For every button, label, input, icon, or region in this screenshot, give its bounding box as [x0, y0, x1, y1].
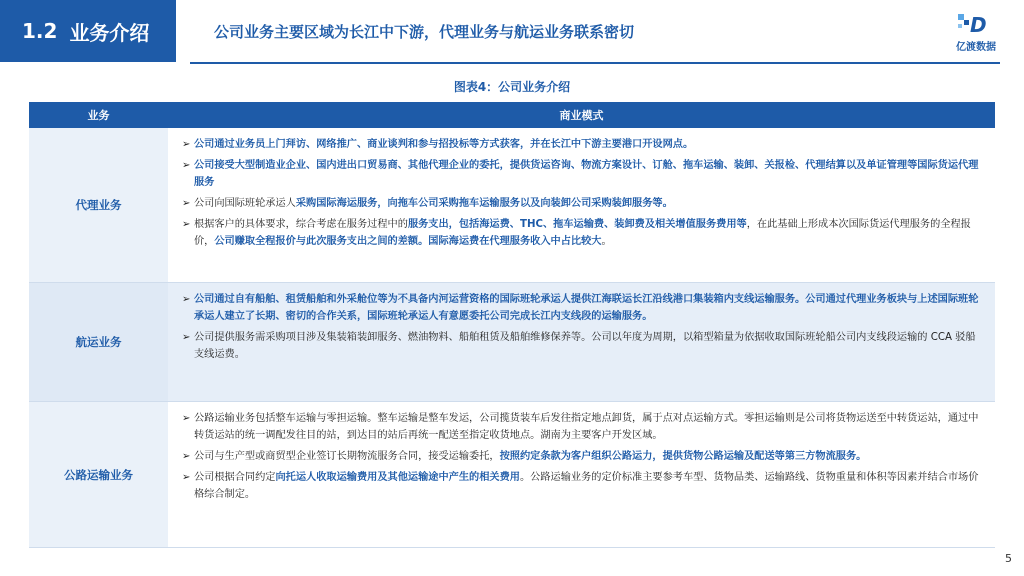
arrow-bullet-icon: ➢ — [182, 332, 191, 343]
logo-text: 亿渡数据 — [956, 42, 996, 53]
bullet-item — [182, 157, 983, 191]
arrow-bullet-icon: ➢ — [182, 294, 191, 305]
highlighted-text: 采购国际海运服务，向拖车公司采购拖车运输服务以及向装卸公司采购装卸服务等。 — [295, 198, 673, 209]
arrow-bullet-icon: ➢ — [182, 451, 191, 462]
arrow-bullet-icon: ➢ — [182, 472, 191, 483]
section-title: 业务介绍 — [69, 20, 150, 45]
table-row — [29, 283, 995, 402]
business-name-cell: 航运业务 — [29, 283, 168, 401]
header-divider — [190, 62, 1000, 64]
business-model-cell — [168, 402, 995, 547]
slide-header — [0, 0, 1024, 64]
bullet-text: 公司向国际班轮承运人 — [194, 198, 296, 209]
highlighted-text: 公司赚取全程报价与此次服务支出之间的差额。国际海运费在代理服务收入中占比较大 — [214, 236, 602, 247]
bullet-text: 公司与生产型或商贸型企业签订长期物流服务合同，接受运输委托， — [194, 451, 500, 462]
bullet-item — [182, 216, 983, 250]
highlighted-text: 服务支出，包括海运费、THC、拖车运输费、装卸费及相关增值服务费用等 — [407, 219, 747, 230]
bullet-item — [182, 410, 983, 444]
table-row — [29, 128, 995, 283]
bullet-item — [182, 329, 983, 363]
arrow-bullet-icon: ➢ — [182, 139, 191, 150]
arrow-bullet-icon: ➢ — [182, 219, 191, 230]
page-number: 5 — [1005, 552, 1012, 565]
bullet-text: 公司提供服务需采购项目涉及集装箱装卸服务、燃油物料、船舶租赁及船舶维修保养等。公司以年度为周期，以箱型箱量为依据收取国际班轮船公司内支线段运输的 CCA 驳船支线运费。 — [194, 332, 976, 360]
bullet-item — [182, 469, 983, 503]
bullet-text: 。公路运输业务的定价标准主要参考车型、货物品类、运输路线、货物重量和体积等因素并结合市场价格综合制定。 — [194, 472, 979, 500]
bullet-text: 。 — [601, 236, 612, 247]
business-model-cell — [168, 283, 995, 401]
table-row — [29, 402, 995, 548]
logo-icon — [956, 10, 996, 38]
bullet-text: 公路运输业务包括整车运输与零担运输。整车运输是整车发运，公司揽货装车后发往指定地点卸货，属于点对点运输方式。零担运输则是公司将货物运送至中转货运站，通过中转货运站的统一调配发往目的站，到达目的站后再统一配送至指定收货地点。湖南为主要客户开发区域。 — [194, 413, 979, 441]
highlighted-text: 公司通过业务员上门拜访、网络推广、商业谈判和参与招投标等方式获客，并在长江中下游主要港口开设网点。 — [194, 139, 694, 150]
arrow-bullet-icon: ➢ — [182, 413, 191, 424]
business-table — [29, 102, 995, 548]
section-number: 1.2 — [22, 19, 58, 43]
highlighted-text: 按照约定条款为客户组织公路运力，提供货物公路运输及配送等第三方物流服务。 — [499, 451, 867, 462]
business-model-cell — [168, 128, 995, 282]
table-header — [29, 102, 995, 128]
arrow-bullet-icon: ➢ — [182, 160, 191, 171]
business-name-cell: 代理业务 — [29, 128, 168, 282]
business-name-cell: 公路运输业务 — [29, 402, 168, 547]
bullet-text: 根据客户的具体要求，综合考虑在服务过程中的 — [194, 219, 408, 230]
bullet-item — [182, 291, 983, 325]
svg-text:D: D — [970, 13, 987, 37]
bullet-text: 公司根据合同约定 — [194, 472, 276, 483]
highlighted-text: 向托运人收取运输费用及其他运输途中产生的相关费用 — [275, 472, 520, 483]
highlighted-text: 公司通过自有船舶、租赁船舶和外采舱位等为不具备内河运营资格的国际班轮承运人提供江海联运长江沿线港口集装箱内支线运输服务。公司通过代理业务板块与上述国际班轮承运人建立了长期、密切的合作关系，国际班轮承运人有意愿委托公司完成长江内支线段的运输服务。 — [194, 294, 979, 322]
arrow-bullet-icon: ➢ — [182, 198, 191, 209]
bullet-item — [182, 136, 983, 153]
bullet-item — [182, 195, 983, 212]
highlighted-text: 公司接受大型制造业企业、国内进出口贸易商、其他代理企业的委托，提供货运咨询、物流方案设计、订舱、拖车运输、装卸、关报检、代理结算以及单证管理等国际货运代理服务 — [194, 160, 979, 188]
figure-title: 图表4：公司业务介绍 — [453, 80, 571, 94]
bullet-item — [182, 448, 983, 465]
column-header-business: 业务 — [87, 109, 110, 122]
page-title: 公司业务主要区域为长江中下游，代理业务与航运业务联系密切 — [214, 22, 635, 41]
section-label — [0, 0, 176, 62]
company-logo — [944, 8, 1008, 54]
column-header-model: 商业模式 — [559, 109, 604, 122]
table-body — [29, 128, 995, 548]
bullet-text: ，在此基础上形成本次国际货运代理服务的全程报价， — [194, 219, 971, 247]
